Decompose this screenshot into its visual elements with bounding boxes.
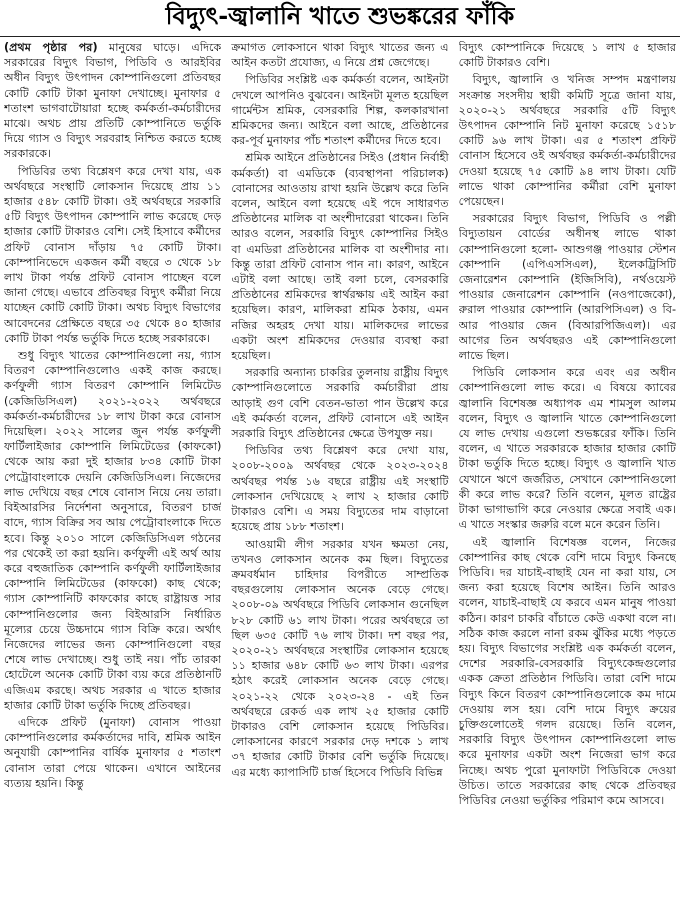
- paragraph: ক্রমাগত লোকসানে থাকা বিদ্যুৎ খাতের জন্য এ আইন কতটা প্রযোজ্য, এ নিয়ে প্রশ্ন জেগেছে।: [231, 41, 449, 70]
- article-headline: বিদ্যুৎ-জ্বালানি খাতে শুভঙ্করের ফাঁকি: [165, 1, 515, 30]
- column-2: [231, 40, 448, 920]
- paragraph: এদিকে প্রফিট (মুনাফা) বোনাস পাওয়া কোম্পানিগুলোর কর্মকর্তাদের দাবি, শ্রমিক আইন অনুযায়ী কোম্পানির বার্ষিক মুনাফার ৫ শতাংশ বোনাস তারা পেয়ে থাকেন। এখানে আইনের ব্যত্যয় হয়নি। কিন্তু: [4, 715, 222, 790]
- column-1: [4, 40, 221, 920]
- paragraph: [4, 40, 221, 162]
- paragraph: শ্রমিক আইনে প্রতিষ্ঠানের সিইও (প্রধান নির্বাহী কর্মকর্তা) বা এমডিকে (ব্যবস্থাপনা পরিচালক) বোনাসের আওতায় রাখা হয়নি উল্লেখ করে তিনি বলেন, আইনে বলা হয়েছে এই পদে সাধারণত প্রতিষ্ঠানের মালিক বা অংশীদারেরা থাকেন। তিনি আরও বলেন, সরকারি বিদ্যুৎ কোম্পানির সিইও বা এমডিরা প্রতিষ্ঠানের মালিক বা অংশীদার না। কিন্তু তারা প্রফিট বোনাস পান না। কারণ, আইনে এটাই বলা আছে। তাই বলা চলে, বেসরকারি প্রতিষ্ঠানের শ্রমিকদের স্বার্থরক্ষায় এই আইন করা হয়েছিল। কারণ, মালিকরা শ্রমিক ঠকায়, এমন নজির অহরহ দেখা যায়। মালিকদের লাভের একটা অংশ শ্রমিকদের দেওয়ার ব্যবস্থা করা হয়েছিল।: [231, 151, 449, 363]
- paragraph-text: মানুষের ঘাড়ে। এদিকে সরকারের বিদ্যুৎ বিভাগ, পিডিবি ও আরইবির অধীন বিদ্যুৎ উৎপাদন কোম্পানিগুলো প্রতিবছর কোটি কোটি টাকা মুনাফা দেখাচ্ছে। মুনাফার ৫ শতাংশ ভাগবাটোয়ারা হচ্ছে কর্মকর্তা-কর্মচারীদের মাঝে। অথচ প্রায় প্রতিটি কোম্পানিতে ভর্তুকি দিয়ে গ্যাস ও বিদ্যুৎ সরবরাহ নিশ্চিত করতে হচ্ছে সরকারকে।: [4, 41, 222, 161]
- paragraph: পিডিবির তথ্য বিশ্লেষণ করে দেখা যায়, এক অর্থবছরে সংস্থাটি লোকসান দিয়েছে প্রায় ১১ হাজার ৫৪৮ কোটি টাকা। ওই অর্থবছরে সরকারি ৫টি বিদ্যুৎ উৎপাদন কোম্পানি লাভ করেছে দেড় হাজার কোটি টাকারও বেশি। সেই হিসাবে কর্মীদের প্রফিট বোনাস দাঁড়ায় ৭৫ কোটি টাকা। কোম্পানিভেদে একজন কর্মী বছরে ৩ থেকে ১৮ লাখ টাকা পর্যন্ত প্রফিট বোনাস পাচ্ছেন বলে জানা গেছে। এভাবে প্রতিবছর বিদ্যুৎ কর্মীরা নিয়ে যাচ্ছেন কোটি কোটি টাকা। অথচ বিদ্যুৎ বিভাগের আবেদনের প্রেক্ষিতে বছরে ৩৫ থেকে ৪০ হাজার কোটি টাকা পর্যন্ত ভর্তুকি দিতে হচ্ছে সরকারকে।: [4, 164, 222, 345]
- paragraph: সরকারি অন্যান্য চাকরির তুলনায় রাষ্ট্রীয় বিদ্যুৎ কোম্পানিগুলোতে সরকারি কর্মচারীরা প্রায় আড়াই গুণ বেশি বেতন-ভাতা পান উল্লেখ করে এই কর্মকর্তা বলেন, প্রফিট বোনাসে এই আইন সরকারি বিদ্যুৎ প্রতিষ্ঠানের ক্ষেত্রে উপযুক্ত নয়।: [231, 366, 449, 441]
- paragraph: শুধু বিদ্যুৎ খাতের কোম্পানিগুলো নয়, গ্যাস বিতরণ কোম্পানিগুলোও একই কাজ করছে। কর্ণফুলী গ্যাস বিতরণ কোম্পানি লিমিটেড (কেজিডিসিএল) ২০২১-২০২২ অর্থবছরে কর্মকর্তা-কর্মচারীদের ১৮ লাখ টাকা করে বোনাস দিয়েছিল। ২০২২ সালের জুন পর্যন্ত কর্ণফুলী ফার্টিলাইজার কোম্পানি লিমিটেডের (কাফকো) থেকে আয় করা দুই হাজার ৮৩৪ কোটি টাকা পেট্রোবাংলাকে দেয়নি কেজিডিসিএল। নিজেদের লাভ দেখিয়ে বছর শেষে বোনাস নিয়ে নেয় তারা। বিইআরসির নির্দেশনা অনুসারে, বিতরণ চার্জ বাদে, গ্যাস বিক্রির সব আয় পেট্রোবাংলাকে দিতে হবে। কিন্তু ২০১০ সালে কেজিডিসিএল গঠনের পর থেকেই তা করা হয়নি। কর্ণফুলী এই অর্থ আয় করে বহুজাতিক কোম্পানি কর্ণফুলী ফার্টিলাইজার কোম্পানি লিমিটেডের (কাফকো) কাছ থেকে; গ্যাস কোম্পানিটি কাফকোর কাছে রাষ্ট্রায়ত্ত সার কোম্পানিগুলোর জন্য বিইআরসি নির্ধারিত মূল্যের চেয়ে উচ্চদামে গ্যাস বিক্রি করে। অর্থাৎ নিজেদের লাভের জন্য কোম্পানিগুলো বছর শেষে লাভ দেখাচ্ছে। শুধু তাই নয়। পাঁচ তারকা হোটেলে অনেক কোটি টাকা ব্যয় করে প্রতিষ্ঠানটি এজিএম করছে। অথচ সরকার এ খাতে হাজার হাজার কোটি টাকা ভর্তুকি দিচ্ছে প্রতিবছর।: [4, 349, 222, 712]
- paragraph: বিদ্যুৎ, জ্বালানি ও খনিজ সম্পদ মন্ত্রণালয় সংক্রান্ত সংসদীয় স্থায়ী কমিটি সূত্রে জানা যায়, ২০২০-২১ অর্থবছরে সরকারি ৫টি বিদ্যুৎ উৎপাদন কোম্পানি নিট মুনাফা করেছে ১৫১৮ কোটি ৯৬ লাখ টাকা। এর ৫ শতাংশ প্রফিট বোনাস হিসেবে ওই অর্থবছর কর্মকর্তা-কর্মচারীদের দেওয়া হয়েছে ৭৫ কোটি ৯৪ লাখ টাকা। যেটি লাভে থাকা কোম্পানির কর্মীরা বেশি মুনাফা পেয়েছেন।: [458, 73, 676, 209]
- paragraph: বিদ্যুৎ কোম্পানিকে দিয়েছে ১ লাখ ৫ হাজার কোটি টাকারও বেশি।: [458, 41, 676, 70]
- paragraph: সরকারের বিদ্যুৎ বিভাগ, পিডিবি ও পল্লী বিদ্যুতায়ন বোর্ডের অধীনস্থ লাভে থাকা কোম্পানিগুলো হলো- আশুগঞ্জ পাওয়ার স্টেশন কোম্পানি (এপিএসসিএল), ইলেকট্রিসিটি জেনারেশন কোম্পানি (ইজিসিবি), নর্থওয়েস্ট পাওয়ার জেনারেশন কোম্পানি (নওপাজেকো), রুরাল পাওয়ার কোম্পানি (আরপিসিএল) ও বি-আর পাওয়ার জেন (বিআরপিজিএল)। এর আগের তিন অর্থবছরও এই কোম্পানিগুলো লাভে ছিল।: [458, 212, 676, 363]
- paragraph: পিডিবির সংশ্লিষ্ট এক কর্মকর্তা বলেন, আইনটা দেখলে আপনিও বুঝবেন। আইনটা মূলত হয়েছিল গার্মেন্টস শ্রমিক, বেসরকারি শিল্প, কলকারখানা শ্রমিকদের জন্য। আইনে বলা আছে, প্রতিষ্ঠানের কর-পূর্ব মুনাফার পাঁচ শতাংশ কর্মীদের দিতে হবে।: [231, 73, 449, 148]
- paragraph: পিডিবি লোকসান করে এবং এর অধীন কোম্পানিগুলো লাভ করে। এ বিষয়ে ক্যাবের জ্বালানি বিশেষজ্ঞ অধ্যাপক এম শামসুল আলম বলেন, বিদ্যুৎ ও জ্বালানি খাতে কোম্পানিগুলো যে লাভ দেখায় এগুলো শুভঙ্করের ফাঁকি। তিনি বলেন, এ খাতে সরকারকে হাজার হাজার কোটি টাকা ভর্তুকি দিতে হচ্ছে। বিদ্যুৎ ও জ্বালানি খাত যেখানে ঋণে জর্জরিত, সেখানে কোম্পানিগুলো কী করে লাভ করে? তিনি বলেন, মূলত রাষ্ট্রের টাকা ভাগাভাগি করে নেওয়ার ক্ষেত্রে সবাই এক। এ খাতে সংস্কার জরুরি বলে মনে করেন তিনি।: [458, 366, 676, 532]
- column-3: [459, 40, 676, 920]
- headline-banner: [0, 0, 680, 37]
- paragraph: আওয়ামী লীগ সরকার যখন ক্ষমতা নেয়, তখনও লোকসান অনেক কম ছিল। বিদ্যুতের ক্রমবর্ধমান চাহিদার বিপরীতে সাম্প্রতিক বছরগুলোয় লোকসান অনেক বেড়ে গেছে। ২০০৮-০৯ অর্থবছরে পিডিবি লোকসান গুনেছিল ৮২৮ কোটি ৬১ লাখ টাকা। পরের অর্থবছরে তা ছিল ৬৩৫ কোটি ৭৬ লাখ টাকা। দশ বছর পর, ২০২০-২১ অর্থবছরে সংস্থাটির লোকসান হয়েছে ১১ হাজার ৬৪৮ কোটি ৬৩ লাখ টাকা। এরপর হঠাৎ করেই লোকসান অনেক বেড়ে গেছে। ২০২১-২২ থেকে ২০২৩-২৪ - এই তিন অর্থবছরে রেকর্ড এক লাখ ২৫ হাজার কোটি টাকারও বেশি লোকসান হয়েছে পিডিবির। লোকসানের কারণে সরকার দেড় দশকে ১ লাখ ৩৭ হাজার কোটি টাকার বেশি ভর্তুকি দিয়েছে। এর মধ্যে ক্যাপাসিটি চার্জ হিসেবে পিডিবি বিভিন্ন: [231, 537, 449, 779]
- continued-from-label: (প্রথম পৃষ্ঠার পর): [4, 41, 98, 54]
- paragraph: এই জ্বালানি বিশেষজ্ঞ বলেন, নিজের কোম্পানির কাছ থেকে বেশি দামে বিদ্যুৎ কিনছে পিডিবি। দর যাচাই-বাছাই যেন না করা যায়, সে জন্য করা হয়েছে বিশেষ আইন। তিনি আরও বলেন, যাচাই-বাছাই যে করবে এমন মানুষ পাওয়া কঠিন। কারণ চাকরি বাঁচাতে কেউ একথা বলে না। সঠিক কাজ করলে নানা রকম ঝুঁকির মধ্যে পড়তে হয়। বিদ্যুৎ বিভাগের সংশ্লিষ্ট এক কর্মকর্তা বলেন, দেশের সরকারি-বেসরকারি বিদ্যুৎকেন্দ্রগুলোর একক ক্রেতা প্রতিষ্ঠান পিডিবি। তারা বেশি দামে বিদ্যুৎ কিনে বিতরণ কোম্পানিগুলোকে কম দামে দেওয়ায় লস হয়। বেশি দামে বিদ্যুৎ ক্রয়ের চুক্তিগুলোতেই গলদ রয়েছে। তিনি বলেন, সরকারি বিদ্যুৎ উৎপাদন কোম্পানিগুলো লাভ করে মুনাফার একটা অংশ নিজেরা ভাগ করে নিচ্ছে। অথচ পুরো মুনাফাটা পিডিবিকে দেওয়া উচিত। তাতে সরকারের কাছ থেকে প্রতিবছর পিডিবির নেওয়া ভর্তুকির পরিমাণ কমে আসবে।: [458, 535, 676, 807]
- paragraph: পিডিবির তথ্য বিশ্লেষণ করে দেখা যায়, ২০০৮-২০০৯ অর্থবছর থেকে ২০২৩-২০২৪ অর্থবছর পর্যন্ত ১৬ বছরে রাষ্ট্রীয় এই সংস্থাটি লোকসান দেখিয়েছে ২ লাখ ২ হাজার কোটি টাকারও বেশি। এ সময় বিদ্যুতের দাম বাড়ানো হয়েছে প্রায় ১৮৮ শতাংশ।: [231, 444, 449, 534]
- article-body: [4, 40, 676, 920]
